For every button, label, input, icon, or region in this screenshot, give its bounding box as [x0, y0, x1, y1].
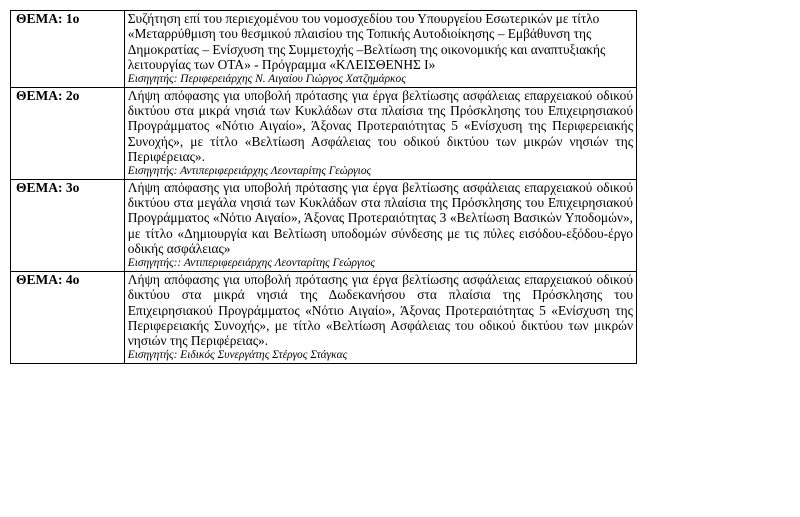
rapporteur: Εισηγητής: Αντιπεριφερειάρχης Λεονταρίτης Γεώργιος [127, 164, 372, 177]
topic-description: Λήψη απόφασης για υποβολή πρότασης για έργα βελτίωσης ασφάλειας επαρχειακού οδικού δικτύου στα μικρά νησιά των Κυκλάδων στα πλαίσια της Πρόσκλησης του Επιχειρησιακού Προγράμματος «Νότιο Αιγαίο», Άξονας Προτεραιότητας 5 «Ενίσχυση της Περιφερειακής Συνοχής», με τίτλο «Βελτίωση Ασφάλειας του οδικού δικτύου των μικρών νησιών της Περιφέρειας». [127, 87, 633, 165]
topic-cell [11, 179, 125, 271]
topic-label: ΘΕΜΑ: 4ο [16, 271, 80, 287]
rapporteur: Εισηγητής: Περιφερειάρχης Ν. Αιγαίου Γιώργος Χατζημάρκος [127, 72, 406, 85]
topic-description: Λήψη απόφασης για υποβολή πρότασης για έργα βελτίωσης ασφάλειας επαρχειακού οδικού δικτύου στα μικρά νησιά της Δωδεκανήσου στα πλαίσια της Πρόσκλησης του Επιχειρησιακού Προγράμματος «Νότιο Αιγαίο», Άξονας Προτεραιότητας 5 «Ενίσχυση της Περιφερειακής Συνοχής», με τίτλο «Βελτίωση Ασφάλειας του οδικού δικτύου των μικρών νησιών της Περιφέρειας». [127, 271, 633, 349]
topic-content [124, 179, 636, 271]
topic-cell [11, 271, 125, 363]
agenda-item [11, 87, 637, 179]
topic-content [124, 271, 636, 363]
topic-cell [11, 87, 125, 179]
topic-cell [11, 11, 125, 88]
rapporteur: Εισηγητής: Ειδικός Συνεργάτης Στέργος Στάγκας [127, 348, 348, 361]
topic-description: Λήψη απόφασης για υποβολή πρότασης για έργα βελτίωσης ασφάλειας επαρχειακού οδικού δικτύου στα μεγάλα νησιά των Κυκλάδων στα πλαίσια της Πρόσκλησης του Επιχειρησιακού Προγράμματος «Νότιο Αιγαίο», Άξονας Προτεραιότητας 3 «Βελτίωση Βασικών Υποδομών», με τίτλο «Δημιουργία και Βελτίωση υποδομών σύνδεσης με τις πύλες εισόδου-εξόδου-έργο οδικής ασφάλειας» [127, 179, 633, 257]
topic-content [124, 87, 636, 179]
agenda-item [11, 271, 637, 363]
topic-description: Συζήτηση επί του περιεχομένου του νομοσχεδίου του Υπουργείου Εσωτερικών με τίτλο «Μεταρρύθμιση του θεσμικού πλαισίου της Τοπικής Αυτοδιοίκησης – Εμβάθυνση της Δημοκρατίας – Ενίσχυση της Συμμετοχής –Βελτίωση της οικονομικής και αναπτυξιακής λειτουργίας των ΟΤΑ» - Πρόγραμμα «ΚΛΕΙΣΘΕΝΗΣ Ι» [127, 11, 606, 73]
topic-label: ΘΕΜΑ: 2ο [16, 87, 80, 103]
agenda-item [11, 179, 637, 271]
agenda-item [11, 11, 637, 88]
rapporteur: Εισηγητής:: Αντιπεριφερειάρχης Λεονταρίτης Γεώργιος [127, 256, 375, 269]
topic-content [124, 11, 636, 88]
topic-label: ΘΕΜΑ: 3ο [16, 179, 80, 195]
agenda-table [10, 10, 637, 364]
topic-label: ΘΕΜΑ: 1ο [16, 11, 80, 26]
